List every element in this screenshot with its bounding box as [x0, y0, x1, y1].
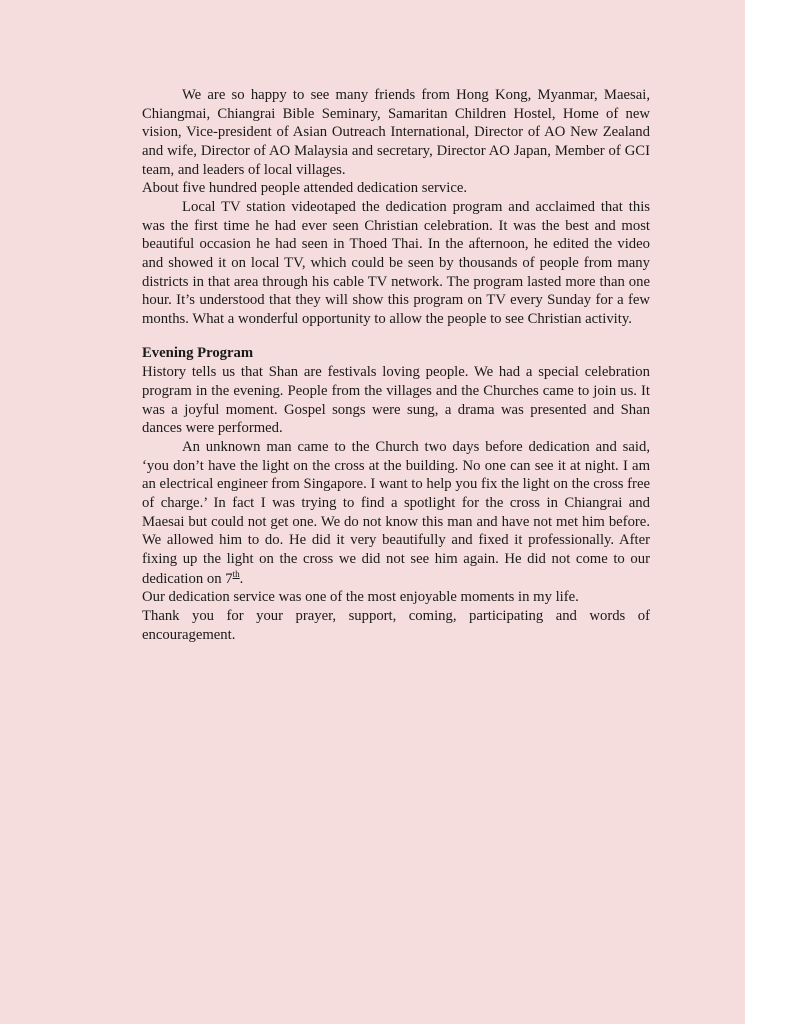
- heading-evening-program: Evening Program: [142, 344, 254, 361]
- paragraph-attendance: About five hundred people attended dedication service.: [142, 180, 468, 197]
- paragraph-thanks: Thank you for your prayer, support, coming, participating and words of encouragement.: [142, 608, 650, 643]
- paragraph-shan-festival: History tells us that Shan are festivals loving people. We had a special celebration program in the evening. People from the villages and the Churches came to join us. It was a joyful moment. Gospel songs were sung, a drama was presented and Shan dances were performed.: [142, 364, 650, 437]
- ordinal-suffix: th: [232, 568, 240, 579]
- document-body: [142, 86, 650, 644]
- paragraph-friends-list: We are so happy to see many friends from Hong Kong, Myanmar, Maesai, Chiangmai, Chiangrai Bible Seminary, Samaritan Children Hostel, Home of new vision, Vice-president of Asian Outreach International, Director of AO New Zealand and wife, Director of AO Malaysia and secretary, Director AO Japan, Member of GCI team, and leaders of local villages.: [142, 87, 650, 178]
- paragraph-unknown-man-text: An unknown man came to the Church two days before dedication and said, ‘you don’t have the light on the cross at the building. No one can see it at night. I am an electrical engineer from Singapore. I want to help you fix the light on the cross free of charge.’ In fact I was trying to find a spotlight for the cross in Chiangrai and Maesai but could not get one. We do not know this man and have not met him before. We allowed him to do. He did it very beautifully and fixed it professionally. After fixing up the light on the cross we did not see him again. He did not come to our dedication on 7: [142, 439, 650, 587]
- paragraph-tv-station: Local TV station videotaped the dedication program and acclaimed that this was the first time he had ever seen Christian celebration. It was the best and most beautiful occasion he had seen in Thoed Thai. In the afternoon, he edited the video and showed it on local TV, which could be seen by thousands of people from many districts in that area through his cable TV network. The program lasted more than one hour. It’s understood that they will show this program on TV every Sunday for a few months. What a wonderful opportunity to allow the people to see Christian activity.: [142, 199, 650, 328]
- paragraph-unknown-man-tail: .: [239, 570, 244, 587]
- paragraph-dedication-service: Our dedication service was one of the most enjoyable moments in my life.: [142, 589, 579, 606]
- page-right-margin: [745, 0, 791, 1024]
- paragraph-unknown-man: [142, 438, 650, 588]
